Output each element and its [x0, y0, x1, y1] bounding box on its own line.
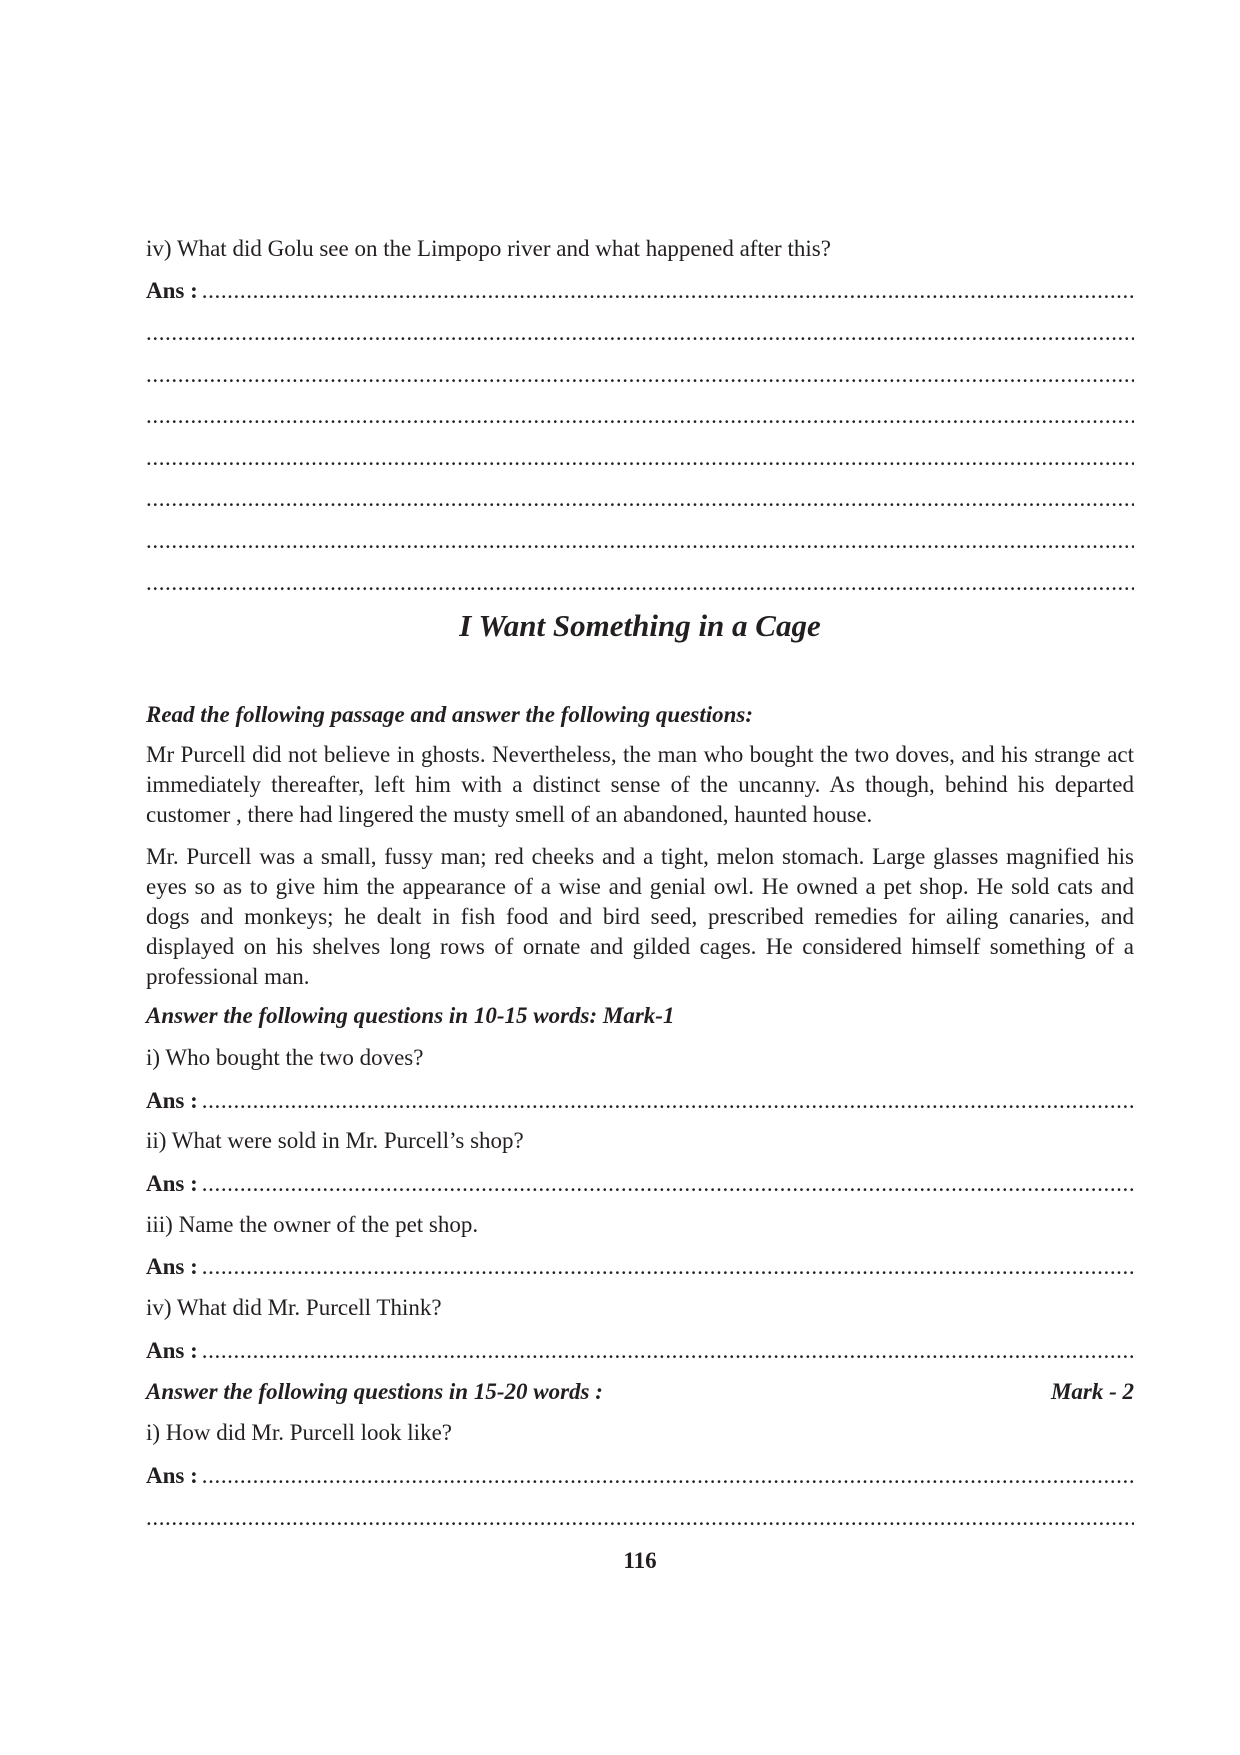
dotted-line — [202, 1254, 1134, 1280]
dotted-line — [202, 278, 1134, 304]
dotted-line — [146, 445, 1134, 471]
passage-paragraph-1: Mr Purcell did not believe in ghosts. Nevertheless, the man who bought the two doves, and his strange act immediately thereafter, left him with a distinct sense of the uncanny. As though, behind his departed customer , there had lingered the musty smell of an abandoned, haunted house. — [146, 742, 1134, 827]
answer-line[interactable] — [146, 1171, 1134, 1197]
dotted-line — [146, 528, 1134, 554]
ans-label: Ans : — [146, 1254, 198, 1279]
answer-continuation-line[interactable] — [146, 528, 1134, 554]
dotted-line — [146, 486, 1134, 512]
answer-line[interactable] — [146, 1254, 1134, 1280]
answer-line[interactable] — [146, 1463, 1134, 1489]
dotted-line — [202, 1171, 1134, 1197]
ans-label: Ans : — [146, 1088, 198, 1113]
mark-label: Mark - 2 — [1050, 1379, 1134, 1404]
ans-label: Ans : — [146, 1171, 198, 1196]
ans-label: Ans : — [146, 278, 198, 303]
answer-continuation-line[interactable] — [146, 486, 1134, 512]
answer-continuation-line[interactable] — [146, 362, 1134, 388]
dotted-line — [202, 1463, 1134, 1489]
answer-continuation-line[interactable] — [146, 403, 1134, 429]
short-answer-instruction: Answer the following questions in 10-15 words: Mark-1 — [146, 1003, 675, 1028]
answer-continuation-line[interactable] — [146, 445, 1134, 471]
answer-continuation-line[interactable] — [146, 320, 1134, 346]
question-1: i) Who bought the two doves? — [146, 1045, 424, 1070]
passage-instruction: Read the following passage and answer the following questions: — [146, 702, 754, 727]
question-golu-limpopo: iv) What did Golu see on the Limpopo river and what happened after this? — [146, 236, 831, 261]
answer-line[interactable] — [146, 1338, 1134, 1364]
dotted-line — [146, 362, 1134, 388]
passage-paragraph-2: Mr. Purcell was a small, fussy man; red cheeks and a tight, melon stomach. Large glasses magnified his eyes so as to give him the appearance of a wise and genial owl. He owned a pet shop. He sold cats and dogs and monkeys; he dealt in fish food and bird seed, prescribed remedies for ailing canaries, and displayed on his shelves long rows of ornate and gilded cages. He considered himself something of a professional man. — [146, 844, 1134, 989]
long-answer-instruction-row — [146, 1379, 1134, 1405]
answer-line[interactable] — [146, 278, 1134, 304]
worksheet-page — [146, 0, 1134, 1755]
long-question-1: i) How did Mr. Purcell look like? — [146, 1420, 452, 1445]
question-3: iii) Name the owner of the pet shop. — [146, 1212, 479, 1237]
dotted-line — [146, 570, 1134, 596]
answer-continuation-line[interactable] — [146, 570, 1134, 596]
dotted-line — [146, 403, 1134, 429]
ans-label: Ans : — [146, 1338, 198, 1363]
dotted-line — [146, 1505, 1134, 1531]
dotted-line — [202, 1088, 1134, 1114]
question-4: iv) What did Mr. Purcell Think? — [146, 1295, 442, 1320]
page-number: 116 — [623, 1548, 657, 1573]
long-answer-instruction: Answer the following questions in 15-20 words : — [146, 1379, 603, 1404]
dotted-line — [146, 320, 1134, 346]
answer-continuation-line[interactable] — [146, 1505, 1134, 1531]
dotted-line — [202, 1338, 1134, 1364]
section-title: I Want Something in a Cage — [459, 608, 821, 643]
question-2: ii) What were sold in Mr. Purcell’s shop? — [146, 1128, 524, 1153]
answer-line[interactable] — [146, 1088, 1134, 1114]
ans-label: Ans : — [146, 1463, 198, 1488]
